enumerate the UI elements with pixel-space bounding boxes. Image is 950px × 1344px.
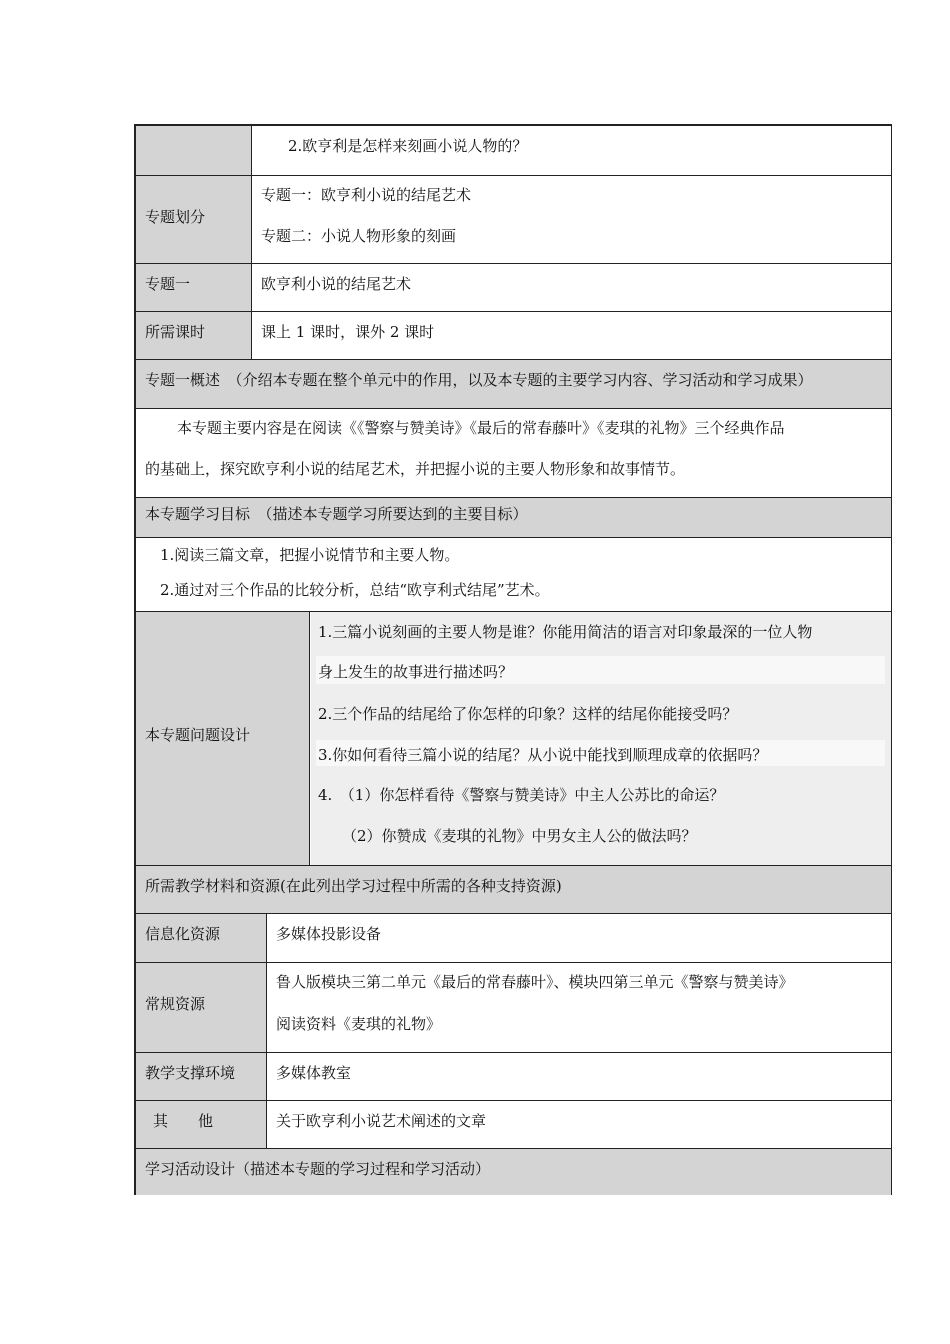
teaching-environment-value: 多媒体教室 <box>276 1064 352 1082</box>
regular-resources-row <box>136 963 891 1053</box>
activity-header: 学习活动设计（描述本专题的学习过程和学习活动） <box>145 1160 491 1178</box>
overview-line-1: 本专题主要内容是在阅读《《警察与赞美诗》《最后的常春藤叶》《麦琪的礼物》三个经典作品 <box>177 419 785 437</box>
materials-header-row <box>136 866 891 914</box>
regular-resources-line-2: 阅读资料《麦琪的礼物》 <box>276 1015 442 1033</box>
question-continuation-row <box>136 126 891 176</box>
question-design-row <box>136 612 891 866</box>
teaching-environment-label: 教学支撑环境 <box>145 1064 236 1082</box>
goals-header-row <box>136 498 891 538</box>
other-resources-value: 关于欧亨利小说艺术阐述的文章 <box>276 1112 487 1130</box>
class-hours-label: 所需课时 <box>145 323 206 341</box>
topic-one-value: 欧亨利小说的结尾艺术 <box>261 275 412 293</box>
topic-division-label: 专题划分 <box>145 208 206 226</box>
question-2: 2.三个作品的结尾给了你怎样的印象？这样的结尾你能接受吗？ <box>318 705 738 723</box>
teaching-environment-row <box>136 1053 891 1101</box>
overview-line-2: 的基础上，探究欧亨利小说的结尾艺术，并把握小说的主要人物形象和故事情节。 <box>145 460 686 478</box>
question-2-text: 2.欧亨利是怎样来刻画小说人物的？ <box>288 137 528 155</box>
goals-header: 本专题学习目标 （描述本专题学习所要达到的主要目标） <box>145 505 528 523</box>
question-4-part-2: （2）你赞成《麦琪的礼物》中男女主人公的做法吗？ <box>342 827 697 845</box>
info-resources-row <box>136 914 891 963</box>
topic-division-line-1: 专题一：欧亨利小说的结尾艺术 <box>261 186 472 204</box>
class-hours-value: 课上 1 课时，课外 2 课时 <box>261 323 435 341</box>
overview-body-row <box>136 409 891 498</box>
regular-resources-line-1: 鲁人版模块三第二单元《最后的常春藤叶》、模块四第三单元《警察与赞美诗》 <box>276 973 794 991</box>
topic-division-row <box>136 176 891 264</box>
goal-item-2: 2.通过对三个作品的比较分析，总结“欧亨利式结尾”艺术。 <box>160 581 550 599</box>
regular-resources-label: 常规资源 <box>145 995 206 1013</box>
question-4-part-1: 4. （1）你怎样看待《警察与赞美诗》中主人公苏比的命运？ <box>318 786 725 804</box>
materials-header: 所需教学材料和资源(在此列出学习过程中所需的各种支持资源) <box>145 877 562 895</box>
lesson-plan-table <box>134 124 892 1195</box>
question-design-label: 本专题问题设计 <box>145 726 251 744</box>
question-1-line-1: 1.三篇小说刻画的主要人物是谁？你能用简洁的语言对印象最深的一位人物 <box>318 623 813 641</box>
overview-header-row <box>136 360 891 409</box>
topic-one-label: 专题一 <box>145 275 191 293</box>
question-3: 3.你如何看待三篇小说的结尾？从小说中能找到顺理成章的依据吗？ <box>318 746 768 764</box>
empty-label-cell <box>136 126 252 175</box>
goals-body-row <box>136 538 891 612</box>
class-hours-row <box>136 312 891 360</box>
info-resources-label: 信息化资源 <box>145 925 221 943</box>
topic-one-row <box>136 264 891 312</box>
topic-division-line-2: 专题二：小说人物形象的刻画 <box>261 227 457 245</box>
info-resources-value: 多媒体投影设备 <box>276 925 382 943</box>
question-1-line-2: 身上发生的故事进行描述吗？ <box>318 663 514 681</box>
overview-header: 专题一概述 （介绍本专题在整个单元中的作用，以及本专题的主要学习内容、学习活动和学习成果） <box>145 371 813 389</box>
other-resources-label: 其 他 <box>153 1112 214 1130</box>
goal-item-1: 1.阅读三篇文章，把握小说情节和主要人物。 <box>160 546 460 564</box>
other-resources-row <box>136 1101 891 1149</box>
activity-header-row <box>136 1149 891 1195</box>
